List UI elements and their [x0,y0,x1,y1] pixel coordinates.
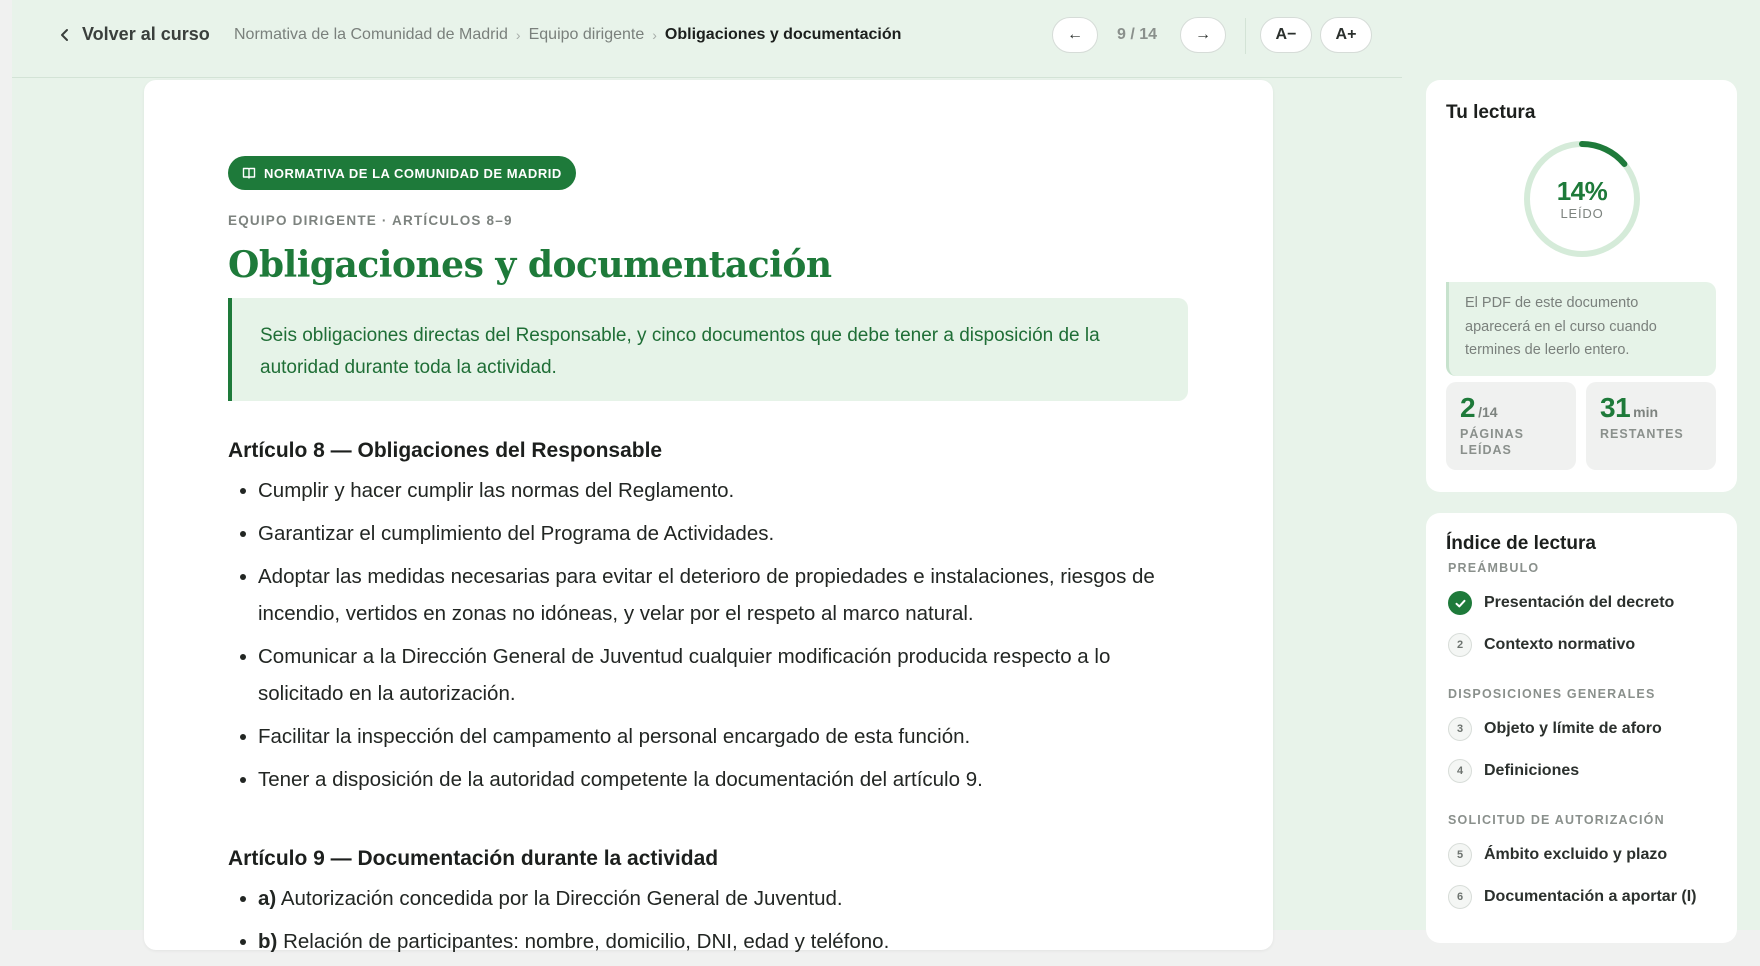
index-group-label: SOLICITUD DE AUTORIZACIÓN [1448,813,1665,827]
stat-label: RESTANTES [1600,427,1684,441]
index-item-label: Presentación del decreto [1484,594,1675,611]
reading-title: Tu lectura [1446,102,1536,123]
index-title: Índice de lectura [1446,533,1596,554]
index-item-presentacion[interactable] [1448,591,1674,615]
stat-unit: min [1633,404,1659,420]
chevron-left-icon [58,28,72,42]
list-item: Garantizar el cumplimiento del Programa de Actividades. [240,515,1190,552]
index-item-label: Ámbito excluido y plazo [1484,846,1668,863]
check-icon [1448,591,1472,615]
obligations-list [240,472,1190,804]
progress-percent: 14% [1556,176,1608,206]
list-item: Tener a disposición de la autoridad competente la documentación del artículo 9. [240,761,1190,798]
divider [1245,18,1246,54]
index-item-label: Contexto normativo [1484,636,1636,653]
item-number: 3 [1448,717,1472,741]
item-number: 2 [1448,633,1472,657]
progress-readout [1521,178,1643,221]
item-number: 4 [1448,759,1472,783]
article-eyebrow: EQUIPO DIRIGENTE · ARTÍCULOS 8–9 [228,213,513,228]
next-page-button[interactable] [1180,17,1226,53]
stat-value: 2 [1460,392,1476,423]
item-number: 5 [1448,843,1472,867]
reading-progress-card [1426,80,1737,492]
reader-app [12,0,1760,953]
progress-label: LEÍDO [1560,206,1604,221]
list-item: Facilitar la inspección del campamento al personal encargado de esta función. [240,718,1190,755]
list-item [240,923,1190,960]
documents-list [240,880,1190,966]
article-card [144,80,1273,953]
index-item-documentacion[interactable] [1448,885,1696,909]
index-item-label: Definiciones [1484,762,1580,779]
arrow-right-icon: → [1195,26,1211,43]
list-item [240,880,1190,917]
list-item: Adoptar las medidas necesarias para evitar el deterioro de propiedades e instalaciones, riesgos de incendio, vertidos en zonas no idóneas, y velar por el respeto al marco natural. [240,558,1190,632]
pdf-note: El PDF de este documento aparecerá en el curso cuando termines de leerlo entero. [1446,282,1716,376]
breadcrumb [234,26,901,44]
category-badge [228,156,576,190]
index-group-label: PREÁMBULO [1448,561,1540,575]
category-badge-label: NORMATIVA DE LA COMUNIDAD DE MADRID [264,165,562,181]
increase-font-button[interactable]: A+ [1320,17,1372,53]
stat-value: 31 [1600,392,1631,423]
item-number: 6 [1448,885,1472,909]
section-heading: Artículo 8 — Obligaciones del Responsable [228,439,663,462]
item-key: b) [258,930,278,953]
stat-label: PÁGINAS LEÍDAS [1460,427,1524,457]
pages-read-stat [1446,382,1576,470]
item-key: a) [258,887,277,910]
breadcrumb-item[interactable]: Normativa de la Comunidad de Madrid [234,26,508,43]
breadcrumb-separator-icon: › [652,27,657,43]
item-text: Relación de participantes: nombre, domicilio, DNI, edad y teléfono. [283,930,890,953]
back-to-course-link[interactable] [58,24,210,45]
index-item-label: Documentación a aportar (I) [1484,888,1697,905]
stat-unit: /14 [1478,404,1498,420]
time-remaining-stat [1586,382,1716,470]
index-item-contexto[interactable] [1448,633,1635,657]
breadcrumb-current: Obligaciones y documentación [664,26,902,43]
book-icon [242,166,256,180]
breadcrumb-item[interactable]: Equipo dirigente [528,26,645,43]
list-item: Cumplir y hacer cumplir las normas del Reglamento. [240,472,1190,509]
index-item-ambito[interactable] [1448,843,1667,867]
decrease-font-button[interactable]: A− [1260,17,1312,53]
top-bar [12,0,1402,78]
section-heading: Artículo 9 — Documentación durante la actividad [228,847,719,870]
prev-page-button[interactable] [1052,17,1098,53]
reading-index-card [1426,513,1737,943]
index-item-definiciones[interactable] [1448,759,1579,783]
item-text: Autorización concedida por la Dirección General de Juventud. [280,887,843,910]
index-item-label: Objeto y límite de aforo [1484,720,1662,737]
breadcrumb-separator-icon: › [515,27,521,43]
page-title: Obligaciones y documentación [228,244,832,286]
lead-callout: Seis obligaciones directas del Responsable, y cinco documentos que debe tener a disposición de la autoridad durante toda la actividad. [228,298,1188,401]
list-item: Comunicar a la Dirección General de Juventud cualquier modificación producida respecto a lo solicitado en la autorización. [240,638,1190,712]
index-group-label: DISPOSICIONES GENERALES [1448,687,1656,701]
back-label: Volver al curso [82,24,210,44]
page-counter: 9 / 14 [1117,26,1158,43]
arrow-left-icon: ← [1067,26,1083,43]
index-item-objeto[interactable] [1448,717,1662,741]
